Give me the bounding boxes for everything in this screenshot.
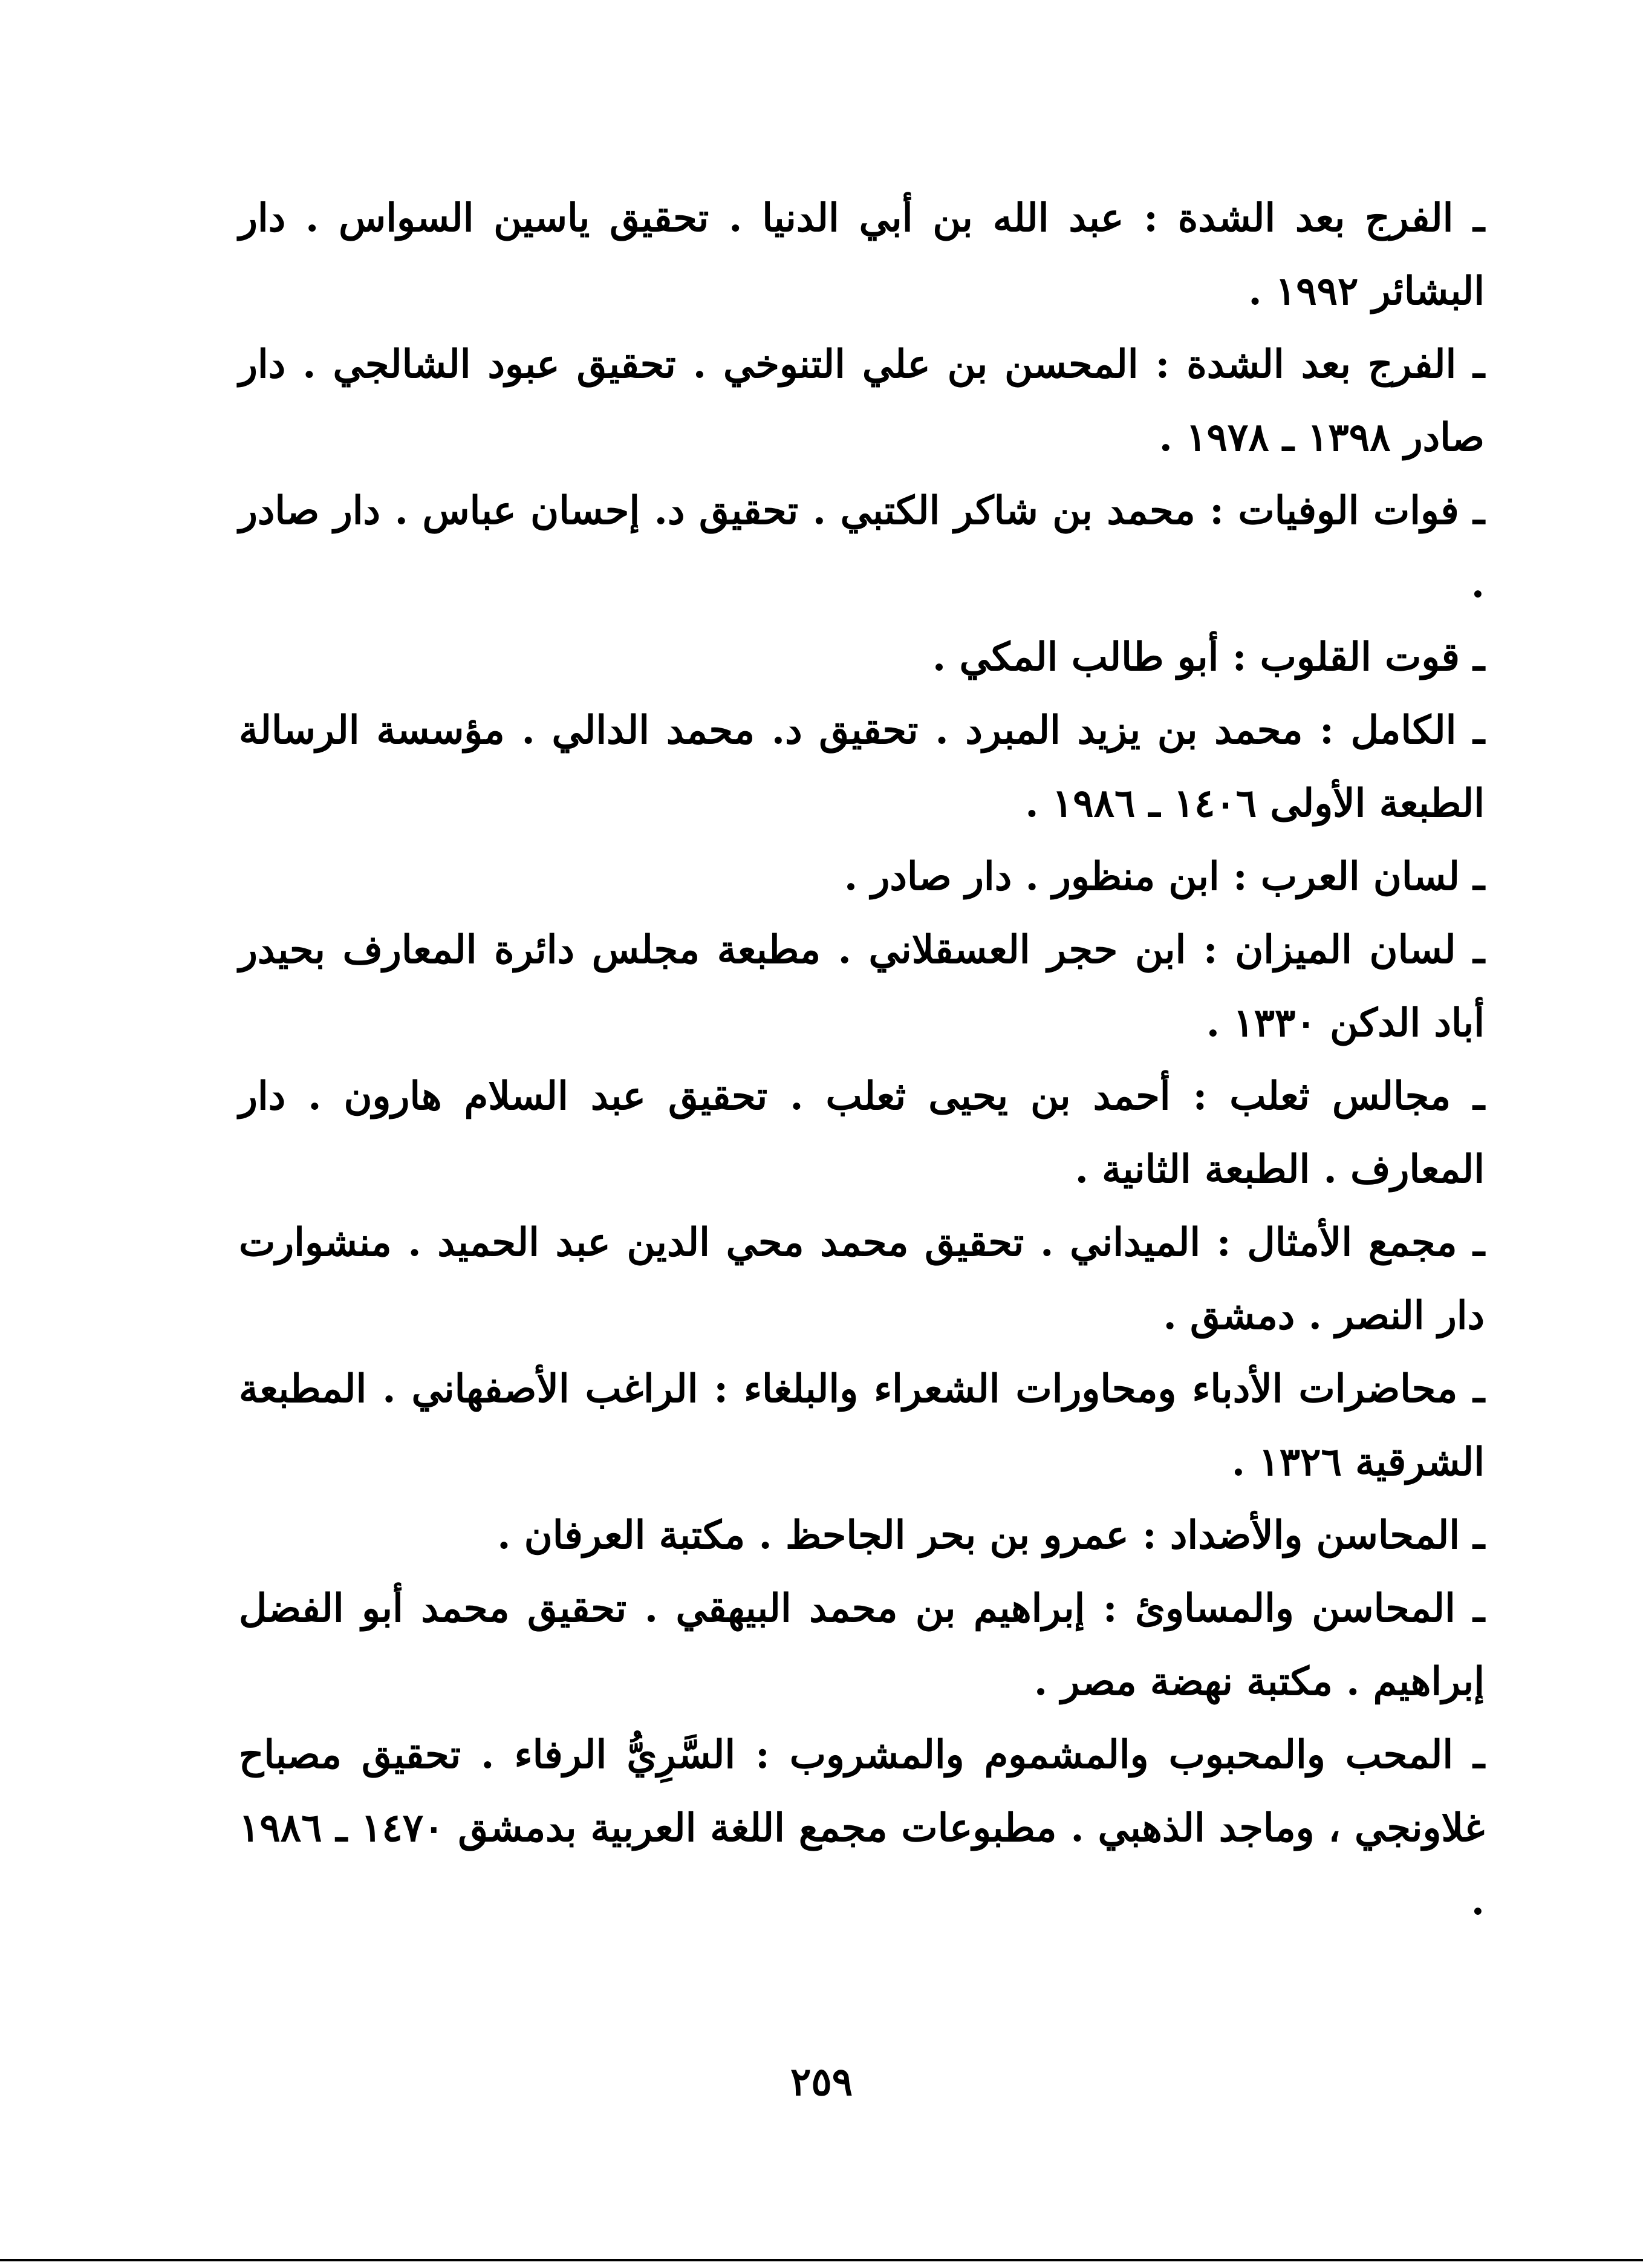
bibliography-entry bbox=[239, 621, 1485, 694]
entry-text: ـ الكامل : محمد بن يزيد المبرد . تحقيق د. محمد الدالي . مؤسسة الرسالة الطبعة الأولى ١٤٠٦ ـ ١٩٨٦ . bbox=[239, 708, 1485, 826]
bibliography-entry bbox=[239, 328, 1485, 474]
bibliography-entry bbox=[239, 1060, 1485, 1206]
bibliography-entry bbox=[239, 1572, 1485, 1718]
entry-text: ـ قوت القلوب : أبو طالب المكي . bbox=[932, 634, 1485, 680]
bibliography-entry bbox=[239, 1718, 1485, 1938]
entry-text: ـ لسان الميزان : ابن حجر العسقلاني . مطبعة مجلس دائرة المعارف بحيدر أباد الدكن ١٣٣٠ . bbox=[239, 927, 1485, 1046]
entry-text: ـ المحب والمحبوب والمشموم والمشروب : السَّرِيُّ الرفاء . تحقيق مصباح غلاونجي ، وماجد الذهبي . مطبوعات مجمع اللغة العربية بدمشق ١٤٧٠ ـ ١٩٨٦ . bbox=[239, 1732, 1485, 1924]
bibliography-list bbox=[239, 181, 1485, 1938]
bibliography-entry bbox=[239, 913, 1485, 1060]
bottom-border-line bbox=[0, 2259, 1643, 2261]
page-number: ٢٥٩ bbox=[790, 2059, 853, 2105]
entry-text: ـ لسان العرب : ابن منظور . دار صادر . bbox=[844, 854, 1485, 899]
bibliography-entry bbox=[239, 181, 1485, 328]
entry-text: ـ المحاسن والأضداد : عمرو بن بحر الجاحظ . مكتبة العرفان . bbox=[497, 1513, 1485, 1558]
bibliography-entry bbox=[239, 1499, 1485, 1572]
bibliography-entry bbox=[239, 694, 1485, 840]
entry-text: ـ فوات الوفيات : محمد بن شاكر الكتبي . تحقيق د. إحسان عباس . دار صادر . bbox=[239, 488, 1485, 607]
bibliography-entry bbox=[239, 1206, 1485, 1352]
entry-text: ـ مجالس ثعلب : أحمد بن يحيى ثعلب . تحقيق عبد السلام هارون . دار المعارف . الطبعة الثانية . bbox=[239, 1074, 1485, 1192]
bibliography-entry bbox=[239, 1352, 1485, 1499]
entry-text: ـ الفرج بعد الشدة : المحسن بن علي التنوخي . تحقيق عبود الشالجي . دار صادر ١٣٩٨ ـ ١٩٧٨ . bbox=[239, 342, 1485, 460]
entry-text: ـ مجمع الأمثال : الميداني . تحقيق محمد محي الدين عبد الحميد . منشوارت دار النصر . دمشق . bbox=[239, 1220, 1485, 1338]
entry-text: ـ الفرج بعد الشدة : عبد الله بن أبي الدنيا . تحقيق ياسين السواس . دار البشائر ١٩٩٢ . bbox=[239, 195, 1485, 314]
bibliography-entry bbox=[239, 474, 1485, 621]
entry-text: ـ محاضرات الأدباء ومحاورات الشعراء والبلغاء : الراغب الأصفهاني . المطبعة الشرقية ١٣٢٦ . bbox=[239, 1366, 1485, 1485]
entry-text: ـ المحاسن والمساوئ : إبراهيم بن محمد البيهقي . تحقيق محمد أبو الفضل إبراهيم . مكتبة نهضة مصر . bbox=[239, 1586, 1485, 1704]
bibliography-entry bbox=[239, 840, 1485, 913]
